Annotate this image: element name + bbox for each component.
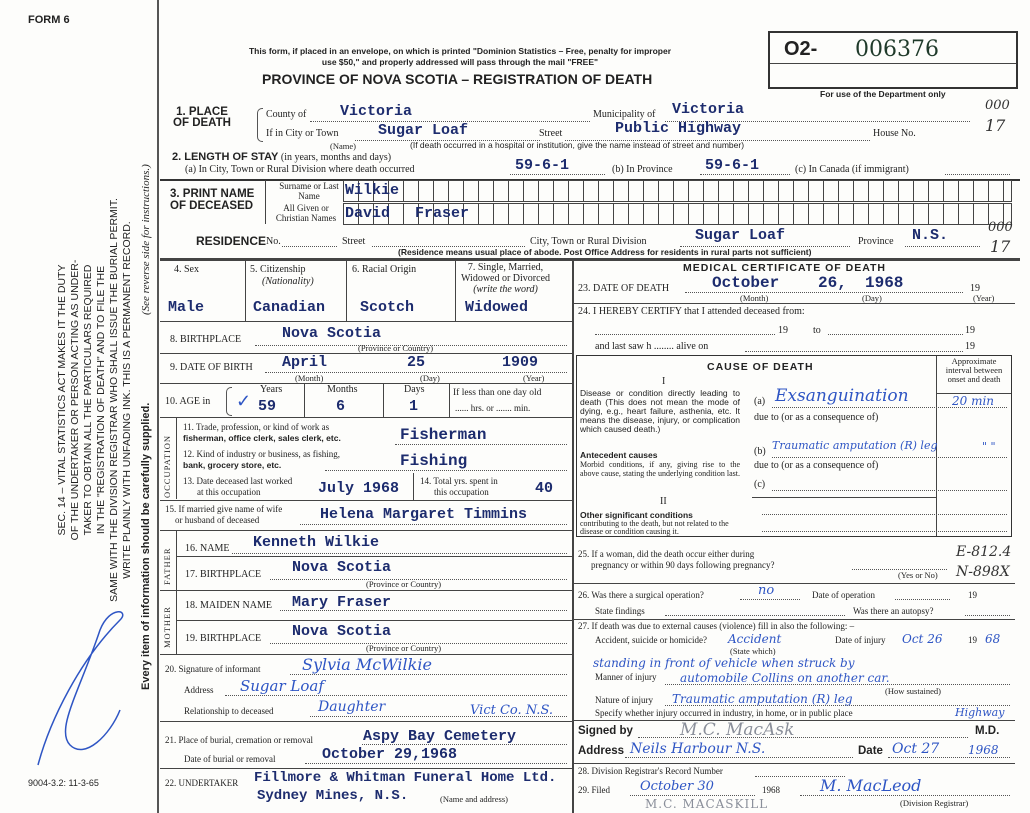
injury-year: 68 bbox=[985, 632, 1001, 646]
street-label: Street bbox=[539, 128, 563, 139]
father-birthplace-label: 17. BIRTHPLACE bbox=[185, 569, 262, 580]
racial-origin-label: 6. Racial Origin bbox=[352, 264, 417, 275]
letter-cell bbox=[869, 181, 884, 201]
year-prefix: 19 bbox=[965, 325, 975, 336]
part-i-label: I bbox=[662, 376, 666, 387]
given-name-2: Fraser bbox=[415, 205, 470, 222]
marital-label: 7. Single, Married, Widowed or Divorced (write the word) bbox=[461, 262, 551, 295]
letter-cell bbox=[779, 204, 794, 224]
undertaker-note: (Name and address) bbox=[440, 794, 508, 804]
less-day-label: If less than one day old bbox=[453, 388, 542, 398]
street-value: Public Highway bbox=[615, 120, 742, 137]
letter-cell bbox=[539, 204, 554, 224]
nature-value: Traumatic amputation (R) leg bbox=[672, 692, 853, 706]
medical-certificate-title: MEDICAL CERTIFICATE OF DEATH bbox=[683, 262, 886, 274]
house-label: House No. bbox=[873, 128, 916, 139]
total-years-label: 14. Total yrs. spent in this occupation bbox=[420, 476, 498, 497]
letter-cell bbox=[914, 204, 929, 224]
letter-cell bbox=[569, 181, 584, 201]
side-notice: SEC. 14 – VITAL STATISTICS ACT MAKES IT THE DUTY OF THE UNDERTAKER OR PERSON ACTING AS UNDER- TAKER TO OBTAIN ALL THE PARTICULARS REQUIRED IN THE "REGISTRATION OF DEATH" AND TO FILE THE SAME WITH THE DIVISION REGISTRAR WHO SHALL ISSUE THE BURIAL PERMIT. WRITE PLAINLY WITH UNFADING INK. THIS IS A PERMANENT RECORD. bbox=[56, 198, 133, 602]
surname-cells bbox=[343, 180, 1012, 202]
letter-cell bbox=[659, 204, 674, 224]
informant-address-label: Address bbox=[184, 685, 214, 695]
month-note: (Month) bbox=[295, 373, 324, 383]
cause-b-value: Traumatic amputation (R) leg bbox=[772, 439, 938, 452]
letter-cell bbox=[809, 181, 824, 201]
other-conditions-label: contributing to the death, but not related to the disease or condition causing it. bbox=[580, 519, 729, 536]
burial-date: October 29,1968 bbox=[322, 746, 458, 763]
injury-place-value: Highway bbox=[955, 706, 1005, 719]
letter-cell bbox=[554, 204, 569, 224]
relationship-label: Relationship to deceased bbox=[184, 706, 274, 716]
q27-label: 27. If death was due to external causes (violence) fill in also the following: – bbox=[578, 621, 855, 631]
given-name-1: David bbox=[345, 205, 391, 222]
classification-code-n: N-898X bbox=[956, 564, 1010, 580]
how-sustained-note: (How sustained) bbox=[885, 686, 941, 696]
letter-cell bbox=[794, 204, 809, 224]
year-prefix: 19 bbox=[778, 325, 788, 336]
length-of-stay-label: 2. LENGTH OF STAY (in years, months and days) bbox=[172, 151, 392, 163]
letter-cell bbox=[509, 204, 524, 224]
cause-b-label: (b) bbox=[754, 446, 766, 457]
municipality-label: Municipality of bbox=[593, 109, 656, 120]
birthplace-value: Nova Scotia bbox=[282, 325, 382, 342]
months-label: Months bbox=[327, 384, 358, 395]
dob-month: April bbox=[282, 354, 328, 371]
letter-cell bbox=[404, 181, 419, 201]
page-title: PROVINCE OF NOVA SCOTIA – REGISTRATION OF DEATH bbox=[262, 71, 653, 87]
letter-cell bbox=[749, 204, 764, 224]
mother-maiden-label: 18. MAIDEN NAME bbox=[185, 600, 272, 611]
letter-cell bbox=[524, 204, 539, 224]
citizenship-value: Canadian bbox=[253, 299, 326, 316]
letter-cell bbox=[494, 181, 509, 201]
margin-signature-scribble bbox=[30, 600, 130, 770]
injury-place-label: Specify whether injury occurred in industry, in home, or in public place bbox=[595, 708, 853, 718]
form-code: 9004-3.2: 11-3-65 bbox=[28, 778, 99, 788]
cert-date: Oct 27 bbox=[892, 741, 940, 757]
filed-date: October 30 bbox=[640, 779, 714, 794]
residence-no-label: No. bbox=[266, 236, 281, 247]
print-name-label: 3. PRINT NAME OF DECEASED bbox=[170, 188, 255, 212]
informant-signature: Sylvia McWilkie bbox=[302, 655, 432, 674]
province-country-note: (Province or Country) bbox=[358, 343, 434, 353]
filed-year: 1968 bbox=[762, 785, 780, 795]
physician-signature: M.C. MacAsk bbox=[680, 720, 795, 740]
trade-label: 11. Trade, profession, or kind of work as fisherman, office clerk, sales clerk, etc. bbox=[183, 422, 341, 443]
stay-canada-label: (c) In Canada (if immigrant) bbox=[795, 164, 909, 175]
days-label: Days bbox=[404, 384, 425, 395]
given-label: All Given or Christian Names bbox=[275, 203, 337, 223]
form-number: FORM 6 bbox=[28, 14, 70, 26]
letter-cell bbox=[839, 204, 854, 224]
father-name: Kenneth Wilkie bbox=[253, 534, 380, 551]
years-label: Years bbox=[260, 384, 283, 395]
q26-label: 26. Was there a surgical operation? bbox=[578, 590, 704, 600]
age-days: 1 bbox=[409, 398, 419, 415]
certify-label: 24. I HEREBY CERTIFY that I attended deceased from: bbox=[578, 306, 805, 317]
burial-place: Aspy Bay Cemetery bbox=[363, 728, 517, 745]
province-country-note: (Province or Country) bbox=[366, 579, 442, 589]
father-side-label: FATHER bbox=[162, 547, 172, 585]
letter-cell bbox=[674, 204, 689, 224]
industry-value: Fishing bbox=[400, 452, 468, 470]
residence-label: RESIDENCE bbox=[196, 234, 267, 248]
stay-city-value: 59-6-1 bbox=[515, 157, 570, 174]
letter-cell bbox=[734, 181, 749, 201]
province-country-note: (Province or Country) bbox=[366, 643, 442, 653]
part-ii-label: II bbox=[660, 496, 667, 507]
registrar-stamp: M.C. MACASKILL bbox=[645, 797, 769, 811]
total-years-value: 40 bbox=[535, 480, 554, 497]
residence-city-label: City, Town or Rural Division bbox=[530, 236, 647, 247]
relationship-value: Daughter bbox=[318, 699, 386, 715]
see-reverse-note: (See reverse side for instructions.) bbox=[140, 164, 152, 315]
county-value: Victoria bbox=[340, 103, 413, 120]
letter-cell bbox=[584, 204, 599, 224]
letter-cell bbox=[704, 204, 719, 224]
letter-cell bbox=[599, 204, 614, 224]
cert-date-label: Date bbox=[858, 745, 883, 757]
record-number-label: 28. Division Registrar's Record Number bbox=[578, 766, 723, 776]
residence-street-label: Street bbox=[342, 236, 366, 247]
undertaker-address: Sydney Mines, N.S. bbox=[257, 788, 409, 804]
md-label: M.D. bbox=[975, 725, 1000, 737]
letter-cell bbox=[674, 181, 689, 201]
letter-cell bbox=[719, 181, 734, 201]
accident-label: Accident, suicide or homicide? bbox=[595, 635, 707, 645]
letter-cell bbox=[539, 181, 554, 201]
county-label: County of bbox=[266, 109, 307, 120]
other-conditions-title: Other significant conditions bbox=[580, 510, 693, 520]
racial-origin-value: Scotch bbox=[360, 299, 415, 316]
letter-cell bbox=[899, 204, 914, 224]
letter-cell bbox=[794, 181, 809, 201]
letter-cell bbox=[734, 204, 749, 224]
day-note: (Day) bbox=[420, 373, 440, 383]
letter-cell bbox=[839, 181, 854, 201]
filed-label: 29. Filed bbox=[578, 785, 611, 795]
burial-place-label: 21. Place of burial, cremation or removal bbox=[165, 735, 313, 745]
age-label: 10. AGE in bbox=[165, 396, 211, 407]
nature-label: Nature of injury bbox=[595, 695, 653, 705]
letter-cell bbox=[389, 204, 404, 224]
cause-a-interval: 20 min bbox=[952, 394, 995, 408]
mother-birthplace: Nova Scotia bbox=[292, 623, 392, 640]
accident-value: Accident bbox=[728, 632, 782, 646]
occupation-side-label: OCCUPATION bbox=[162, 434, 172, 498]
letter-cell bbox=[449, 181, 464, 201]
letter-cell bbox=[554, 181, 569, 201]
letter-cell bbox=[629, 204, 644, 224]
margin-code: 000 bbox=[988, 220, 1013, 235]
cause-a-label: (a) bbox=[754, 396, 766, 407]
letter-cell bbox=[809, 204, 824, 224]
letter-cell bbox=[614, 204, 629, 224]
q26-value: no bbox=[758, 583, 775, 598]
checkmark-icon: ✓ bbox=[236, 391, 252, 412]
undertaker-name: Fillmore & Whitman Funeral Home Ltd. bbox=[254, 770, 557, 786]
yes-no-note: (Yes or No) bbox=[898, 570, 938, 580]
margin-code: 17 bbox=[990, 237, 1011, 256]
interval-header: Approximate interval between onset and death bbox=[945, 356, 1003, 384]
letter-cell bbox=[584, 181, 599, 201]
letter-cell bbox=[689, 204, 704, 224]
brace bbox=[257, 108, 263, 142]
margin-code: 17 bbox=[985, 116, 1006, 135]
city-label: If in City or Town bbox=[266, 128, 339, 139]
father-name-label: 16. NAME bbox=[185, 543, 230, 554]
hospital-note: (If death occurred in a hospital or institution, give the name instead of street and number) bbox=[410, 140, 745, 150]
surname-label: Surname or Last Name bbox=[279, 181, 339, 201]
age-months: 6 bbox=[336, 398, 346, 415]
reg-prefix: O2- bbox=[784, 38, 818, 60]
place-of-death-label: 1. PLACE OF DEATH bbox=[173, 106, 231, 129]
mother-birthplace-label: 19. BIRTHPLACE bbox=[185, 633, 262, 644]
letter-cell bbox=[959, 204, 974, 224]
manner-label: Manner of injury bbox=[595, 672, 657, 682]
letter-cell bbox=[659, 181, 674, 201]
dob-label: 9. DATE OF BIRTH bbox=[170, 362, 253, 373]
dod-year: 1968 bbox=[865, 274, 904, 292]
undertaker-label: 22. UNDERTAKER bbox=[165, 778, 239, 788]
letter-cell bbox=[524, 181, 539, 201]
letter-cell bbox=[419, 181, 434, 201]
injury-date-label: Date of injury bbox=[835, 635, 886, 645]
spouse-name: Helena Margaret Timmins bbox=[320, 506, 528, 523]
letter-cell bbox=[824, 204, 839, 224]
year-prefix: 19 bbox=[970, 283, 980, 294]
letter-cell bbox=[629, 181, 644, 201]
operation-date-label: Date of operation bbox=[812, 590, 875, 600]
informant-signature-label: 20. Signature of informant bbox=[165, 664, 261, 674]
letter-cell bbox=[779, 181, 794, 201]
margin-divider bbox=[157, 0, 159, 813]
dob-year: 1909 bbox=[502, 354, 539, 371]
letter-cell bbox=[884, 181, 899, 201]
letter-cell bbox=[704, 181, 719, 201]
manner-line-1: standing in front of vehicle when struck by bbox=[593, 656, 855, 670]
letter-cell bbox=[929, 181, 944, 201]
cause-c-label: (c) bbox=[754, 479, 766, 490]
letter-cell bbox=[719, 204, 734, 224]
letter-cell bbox=[899, 181, 914, 201]
letter-cell bbox=[644, 204, 659, 224]
residence-city-value: Sugar Loaf bbox=[695, 227, 786, 244]
month-note: (Month) bbox=[740, 293, 769, 303]
registration-number-box bbox=[768, 31, 1018, 89]
due-to-label: due to (or as a consequence of) bbox=[754, 412, 879, 423]
due-to-label: due to (or as a consequence of) bbox=[754, 460, 879, 471]
letter-cell bbox=[689, 181, 704, 201]
letter-cell bbox=[884, 204, 899, 224]
year-prefix: 19 bbox=[968, 590, 977, 600]
letter-cell bbox=[944, 204, 959, 224]
letter-cell bbox=[869, 204, 884, 224]
stay-province-label: (b) In Province bbox=[612, 164, 673, 175]
physician-address-label: Address bbox=[578, 745, 625, 757]
marital-value: Widowed bbox=[465, 299, 529, 316]
cause-of-death-title: CAUSE OF DEATH bbox=[707, 361, 814, 373]
letter-cell bbox=[824, 181, 839, 201]
last-worked-label: 13. Date deceased last worked at this occupation bbox=[183, 476, 293, 497]
injury-date: Oct 26 bbox=[902, 632, 943, 646]
sex-label: 4. Sex bbox=[174, 264, 199, 275]
letter-cell bbox=[989, 181, 1004, 201]
city-value: Sugar Loaf bbox=[378, 122, 469, 139]
autopsy-label: Was there an autopsy? bbox=[853, 606, 934, 616]
letter-cell bbox=[494, 204, 509, 224]
residence-note: (Residence means usual place of abode. Post Office Address for residents in rural parts not sufficient) bbox=[398, 247, 812, 257]
stay-province-value: 59-6-1 bbox=[705, 157, 760, 174]
citizenship-label: 5. Citizenship bbox=[250, 264, 306, 275]
year-prefix: 19 bbox=[968, 635, 977, 645]
informant-address: Sugar Loaf bbox=[240, 677, 324, 695]
letter-cell bbox=[509, 181, 524, 201]
letter-cell bbox=[974, 204, 989, 224]
letter-cell bbox=[764, 204, 779, 224]
letter-cell bbox=[749, 181, 764, 201]
mother-maiden-name: Mary Fraser bbox=[292, 594, 392, 611]
letter-cell bbox=[854, 181, 869, 201]
cert-year: 1968 bbox=[968, 743, 999, 757]
q25-label: 25. If a woman, did the death occur either during pregnancy or within 90 days following pregnancy? bbox=[578, 549, 775, 570]
residence-province-label: Province bbox=[858, 236, 894, 247]
burial-date-label: Date of burial or removal bbox=[184, 754, 276, 764]
industry-label: 12. Kind of industry or business, as fishing, bank, grocery store, etc. bbox=[183, 449, 340, 470]
state-which-note: (State which) bbox=[730, 646, 776, 656]
letter-cell bbox=[929, 204, 944, 224]
letter-cell bbox=[974, 181, 989, 201]
name-note: (Name) bbox=[330, 141, 356, 151]
hrs-min-label: ...... hrs. or ....... min. bbox=[455, 403, 531, 413]
letter-cell bbox=[644, 181, 659, 201]
last-saw-label: and last saw h ........ alive on bbox=[595, 341, 709, 352]
every-item-notice: Every item of information should be carefully supplied. bbox=[140, 402, 152, 690]
antecedent-title: Antecedent causes bbox=[580, 450, 658, 460]
letter-cell bbox=[434, 181, 449, 201]
year-prefix: 19 bbox=[965, 341, 975, 352]
letter-cell bbox=[944, 181, 959, 201]
letter-cell bbox=[854, 204, 869, 224]
classification-code-e: E-812.4 bbox=[956, 544, 1012, 560]
direct-cause-label: Disease or condition directly leading to death (This does not mean the mode of dying, e.g., heart failure, asthenia, etc. It means the disease, injury, or complication which caused death.) bbox=[580, 388, 740, 434]
day-note: (Day) bbox=[862, 293, 882, 303]
letter-cell bbox=[764, 181, 779, 201]
stay-city-label: (a) In City, Town or Rural Division where death occurred bbox=[185, 164, 415, 175]
dod-month: October bbox=[712, 274, 780, 292]
burial-place-note: Vict Co. N.S. bbox=[470, 703, 554, 718]
citizenship-note: (Nationality) bbox=[262, 276, 314, 287]
letter-cell bbox=[479, 204, 494, 224]
margin-code: 000 bbox=[985, 98, 1010, 113]
registrar-label: (Division Registrar) bbox=[900, 798, 969, 808]
trade-value: Fisherman bbox=[400, 426, 487, 444]
year-note: (Year) bbox=[973, 293, 995, 303]
year-note: (Year) bbox=[523, 373, 545, 383]
letter-cell bbox=[959, 181, 974, 201]
manner-line-2: automobile Collins on another car. bbox=[680, 671, 890, 685]
mother-side-label: MOTHER bbox=[162, 606, 172, 648]
letter-cell bbox=[569, 204, 584, 224]
father-birthplace: Nova Scotia bbox=[292, 559, 392, 576]
brace bbox=[226, 387, 232, 416]
signed-by-label: Signed by bbox=[578, 725, 633, 737]
mail-notice: This form, if placed in an envelope, on which is printed "Dominion Statistics – Free, penalty for improper use $50," and properly addressed will pass through the mail "FREE" bbox=[248, 46, 672, 67]
reg-number: 006376 bbox=[855, 37, 939, 62]
spouse-label: 15. If married give name of wife or husband of deceased bbox=[165, 504, 283, 525]
antecedent-label: Morbid conditions, if any, giving rise to the above cause, stating the underlying condition last. bbox=[580, 460, 740, 478]
letter-cell bbox=[614, 181, 629, 201]
dept-only-note: For use of the Department only bbox=[820, 89, 946, 99]
to-label: to bbox=[813, 325, 821, 336]
cause-of-death-box bbox=[576, 355, 1012, 537]
letter-cell bbox=[599, 181, 614, 201]
registrar-signature: M. MacLeod bbox=[820, 776, 922, 795]
cause-b-interval: " " bbox=[982, 440, 996, 453]
letter-cell bbox=[914, 181, 929, 201]
dob-day: 25 bbox=[407, 354, 426, 371]
dod-day: 26, bbox=[818, 274, 847, 292]
last-worked-value: July 1968 bbox=[318, 480, 400, 497]
sex-value: Male bbox=[168, 299, 205, 316]
municipality-value: Victoria bbox=[672, 101, 745, 118]
surname-value: Wilkie bbox=[345, 182, 400, 199]
findings-label: State findings bbox=[595, 606, 645, 616]
letter-cell bbox=[479, 181, 494, 201]
residence-province-value: N.S. bbox=[912, 227, 949, 244]
dod-label: 23. DATE OF DEATH bbox=[578, 283, 670, 294]
birthplace-label: 8. BIRTHPLACE bbox=[170, 334, 242, 345]
age-years: 59 bbox=[258, 398, 277, 415]
cause-a-value: Exsanguination bbox=[775, 386, 909, 406]
letter-cell bbox=[464, 181, 479, 201]
physician-address: Neils Harbour N.S. bbox=[630, 741, 766, 757]
